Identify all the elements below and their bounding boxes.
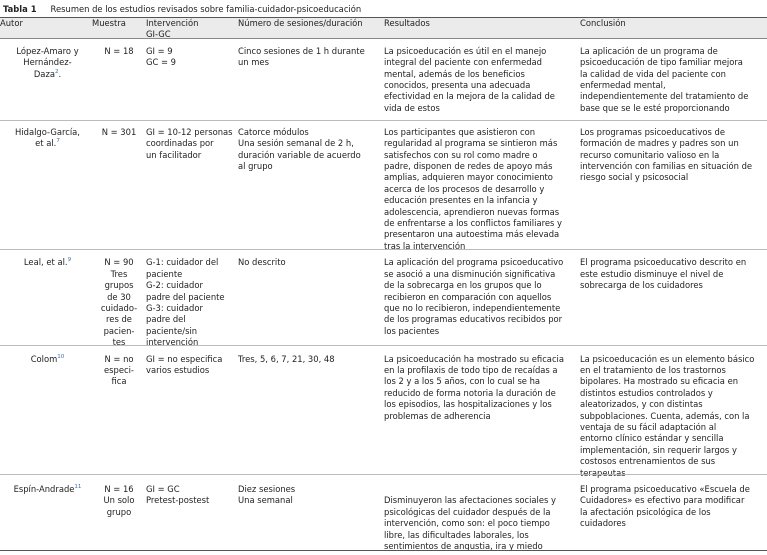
cell-autor-line: Colom$^{10}$ [30,353,65,364]
cell-autor-line: Hidalgo-García, [15,126,80,137]
cell-sesiones [238,122,384,252]
cell-intervencion-line: paciente/sin [146,325,198,336]
cell-conclusion-line: El programa psicoeducativo «Escuela de [580,484,750,494]
cell-resultados-line: acerca de los procesos de desarrollo y [384,183,545,194]
cell-muestra-line: tes [112,337,126,348]
cell-conclusion [580,122,767,252]
table-body [0,41,767,555]
cell-intervencion [146,41,238,122]
cell-resultados-line: Los participantes que asistieron con [384,126,536,137]
cell-conclusion-line: intervención con familias en situación de [580,161,753,172]
header-muestra: Muestra [92,18,126,28]
cell-conclusion-line: independientemente del tratamiento de [580,91,749,102]
cell-resultados-line: de los programas educativos recibidos por [384,314,563,325]
cell-conclusion-line: bipolares. Ha mostrado su eficacia en [580,376,739,387]
cell-conclusion-line: base que se le esté proporcionando [580,102,730,113]
cell-muestra-line: N = 18 [104,45,134,56]
cell-conclusion-line: sobrecarga de los cuidadores [580,280,703,291]
cell-intervencion [146,252,238,348]
cell-resultados-line: intervención, como son: el poco tiempo [384,518,550,529]
cell-conclusion-line: riesgo social y psicosocial [580,172,689,183]
cell-conclusion-line: Los programas psicoeducativos de [580,126,726,137]
cell-muestra [92,479,146,555]
cell-resultados-line: La psicoeducación es útil en el manejo [384,45,547,56]
cell-intervencion-line: G-1: cuidador del [146,257,219,268]
cell-conclusion [580,349,767,479]
cell-muestra-line: grupo [106,506,132,517]
cell-intervencion-line: GI = no especifica [146,353,223,364]
cell-autor [0,41,92,122]
cell-autor-line: Hernández- [23,57,72,68]
cell-muestra-line: res de [106,314,132,325]
cell-muestra [92,349,146,479]
header-autor: Autor [0,18,23,28]
cell-resultados-line: satisfechos con su rol como madre o [384,149,538,160]
cell-intervencion [146,122,238,252]
autor-tail: . [58,68,62,79]
table-row [0,479,767,555]
cell-muestra [92,252,146,348]
cell-resultados-line: efectividad en la mejora de la calidad de [384,91,555,102]
cell-conclusion-line: terapeutas [580,467,626,478]
cell-resultados-line: La psicoeducación ha mostrado su eficacia [384,353,565,364]
cell-conclusion-line: en el tratamiento de los trastornos [580,364,726,375]
cell-conclusion-line: La aplicación de un programa de [580,45,718,56]
cell-autor-line: Espín-Andrade$^{11}$ [13,484,82,494]
cell-sesiones-line: Cinco sesiones de 1 h durante [238,45,365,56]
cell-intervencion-line: coordinadas por [146,138,214,149]
row-separator [0,249,767,250]
table-row [0,41,767,122]
cell-muestra-line: N = 16 [104,484,134,494]
cell-resultados-line: Disminuyeron las afectaciones sociales y [384,495,556,506]
cell-conclusion-line: recurso comunitario valioso en la [580,149,720,160]
table-row [0,349,767,479]
cell-resultados-line: que no lo recibieron, independientemente [384,302,561,313]
cell-muestra-line: Un solo [103,495,135,506]
cell-conclusion-line: la afectación psicológica de los [580,506,711,517]
header-conclusion: Conclusión [580,18,626,28]
cell-resultados-line: amplias, adquieren mayor conocimiento [384,172,553,183]
cell-resultados-line: en la profilaxis de todo tipo de recaídas a [384,364,558,375]
header-intervencion [146,18,238,41]
header-resultados: Resultados [384,18,430,28]
table-row [0,122,767,252]
cell-autor [0,349,92,479]
cell-intervencion-line: GI = 9 [146,45,173,56]
cell-sesiones-line: un mes [238,57,269,68]
cell-intervencion-line: GI = GC [146,484,180,494]
reference-link[interactable]: 7 [56,138,60,145]
cell-resultados [384,122,580,252]
table-caption [3,4,361,14]
reference-link[interactable]: 10 [57,353,65,360]
cell-autor [0,479,92,555]
cell-sesiones-line: Diez sesiones [238,484,296,494]
cell-sesiones [238,252,384,348]
reference-link[interactable]: 11 [74,484,82,491]
cell-intervencion-line: padre del paciente [146,291,225,302]
cell-resultados-line [384,484,580,495]
cell-sesiones-line: Catorce módulos [238,126,309,137]
cell-autor [0,252,92,348]
cell-resultados-line: adolescencia, aprendieron nuevas formas [384,206,560,217]
cell-resultados [384,479,580,555]
cell-conclusion-line: distintos estudios controlados y [580,387,713,398]
cell-sesiones [238,349,384,479]
reference-link[interactable]: 2 [54,68,59,75]
table-row [0,252,767,348]
cell-conclusion-line: psicoeducación de tipo familiar mejora [580,57,743,68]
cell-sesiones-line: duración variable de acuerdo [238,149,361,160]
cell-intervencion-line: varios estudios [146,364,210,375]
cell-conclusion-line: entorno clínico estándar y sencilla [580,433,724,444]
cell-resultados-line: regularidad al programa se sintieron más [384,138,558,149]
header-row [0,18,767,41]
cell-autor-line: et al.$^7$ [35,138,60,149]
cell-intervencion-line: paciente [146,268,183,279]
cell-resultados-line: tras la intervención [384,240,466,251]
cell-muestra [92,122,146,252]
cell-resultados-line: libre, las dificultades laborales, los [384,529,529,540]
cell-autor-line: López-Amaro y [16,45,79,56]
header-intervencion-line2: GI-GC [146,29,171,40]
cell-resultados [384,41,580,122]
cell-resultados-line: de la sobrecarga en los grupos que lo [384,280,542,291]
cell-muestra-line: N = 90 [104,257,134,268]
cell-sesiones-line: No descrito [238,257,286,268]
cell-conclusion-line: ventaja de su fácil adaptación al [580,421,717,432]
cell-conclusion [580,252,767,348]
cell-intervencion-line: G-3: cuidador [146,302,203,313]
cell-resultados-line: los episodios, las hospitalizaciones y los [384,399,552,410]
cell-resultados-line: integral del paciente con enfermedad [384,57,542,68]
cell-muestra [92,41,146,122]
cell-muestra-line: Tres [110,268,128,279]
cell-sesiones [238,41,384,122]
cell-sesiones-line: al grupo [238,161,273,172]
cell-muestra-line: de 30 [107,291,131,302]
cell-intervencion [146,349,238,479]
cell-resultados [384,349,580,479]
cell-resultados-line: educación presentes en la infancia y [384,195,538,206]
cell-sesiones-line: Una semanal [238,495,293,506]
cell-intervencion-line: Pretest-postest [146,495,210,506]
row-separator [0,345,767,346]
cell-conclusion-line: Cuidadores» es efectivo para modificar [580,495,745,506]
cell-conclusion-line: cuidadores [580,518,626,529]
cell-conclusion-line: La psicoeducación es un elemento básico [580,353,755,364]
row-separator [0,120,767,121]
cell-sesiones-line: Tres, 5, 6, 7, 21, 30, 48 [238,353,335,364]
cell-sesiones [238,479,384,555]
cell-muestra-line: pacien- [103,325,135,336]
cell-intervencion-line: GI = 10-12 personas [146,126,233,137]
cell-resultados-line: conocidos, presenta una adecuada [384,80,531,91]
cell-resultados-line: psicológicas del cuidador después de la [384,506,551,517]
reference-link[interactable]: 9 [67,257,72,264]
cell-conclusion-line: enfermedad mental, [580,80,666,91]
cell-intervencion-line: padre del [146,314,186,325]
cell-resultados-line: problemas de adherencia [384,410,491,421]
cell-muestra-line: especi- [104,364,134,375]
cell-resultados-line: recibieron en comparación con aquellos [384,291,552,302]
cell-resultados-line: sentimientos de angustia, ira y miedo [384,541,543,552]
cell-resultados-line: se asoció a una disminución significativa [384,268,556,279]
table-bottom-rule [0,550,767,551]
cell-intervencion [146,479,238,555]
cell-conclusion-line: El programa psicoeducativo descrito en [580,257,747,268]
cell-intervencion-line: G-2: cuidador [146,280,203,291]
cell-conclusion-line: la calidad de vida del paciente con [580,68,726,79]
cell-intervencion-line: intervención [146,337,199,348]
cell-conclusion-line: este estudio disminuye el nivel de [580,268,724,279]
cell-intervencion-line: GC = 9 [146,57,177,68]
cell-resultados-line: vida de estos [384,102,440,113]
cell-resultados-line: presentaron una autoestima más elevada [384,229,560,240]
header-sesiones: Número de sesiones/duración [238,18,363,28]
cell-conclusion-line: subpoblaciones. Cuenta, además, con la [580,410,750,421]
cell-resultados-line: La aplicación del programa psicoeducativo [384,257,564,268]
cell-muestra-line: fica [111,376,127,387]
cell-conclusion-line: implementación, sin requerir largos y [580,444,737,455]
cell-resultados-line: los pacientes [384,325,440,336]
cell-resultados-line: los 2 y a los 5 años, con lo cual se ha [384,376,541,387]
cell-conclusion-line: formación de madres y padres son un [580,138,739,149]
cell-muestra-line: N = no [104,353,134,364]
cell-sesiones-line: Una sesión semanal de 2 h, [238,138,354,149]
cell-muestra-line: cuidado- [100,302,138,313]
header-intervencion-line1: Intervención [146,18,199,28]
cell-muestra-line: N = 301 [101,126,137,137]
cell-resultados-line: de enfrentarse a los conflictos familiares y [384,218,562,229]
cell-conclusion [580,41,767,122]
table-label: Tabla 1 [3,4,37,14]
cell-conclusion [580,479,767,555]
cell-autor [0,122,92,252]
cell-autor-line: Daza$^2$. [33,68,62,79]
cell-conclusion-line: aleatorizados, y con distintas [580,399,703,410]
cell-resultados-line: reducido de forma notoria la duración de [384,387,556,398]
cell-resultados [384,252,580,348]
cell-intervencion-line: un facilitador [146,149,202,160]
row-separator [0,474,767,475]
cell-muestra-line: grupos [104,280,134,291]
cell-conclusion-line: costosos entrenamientos de sus [580,456,716,467]
cell-resultados-line: padre, disponen de redes de apoyo más [384,161,553,172]
table-title: Resumen de los estudios revisados sobre familia-cuidador-psicoeducación [50,4,362,14]
cell-autor-line: Leal, et al.$^9$ [23,257,72,268]
cell-resultados-line: mental, además de los beneficios [384,68,525,79]
